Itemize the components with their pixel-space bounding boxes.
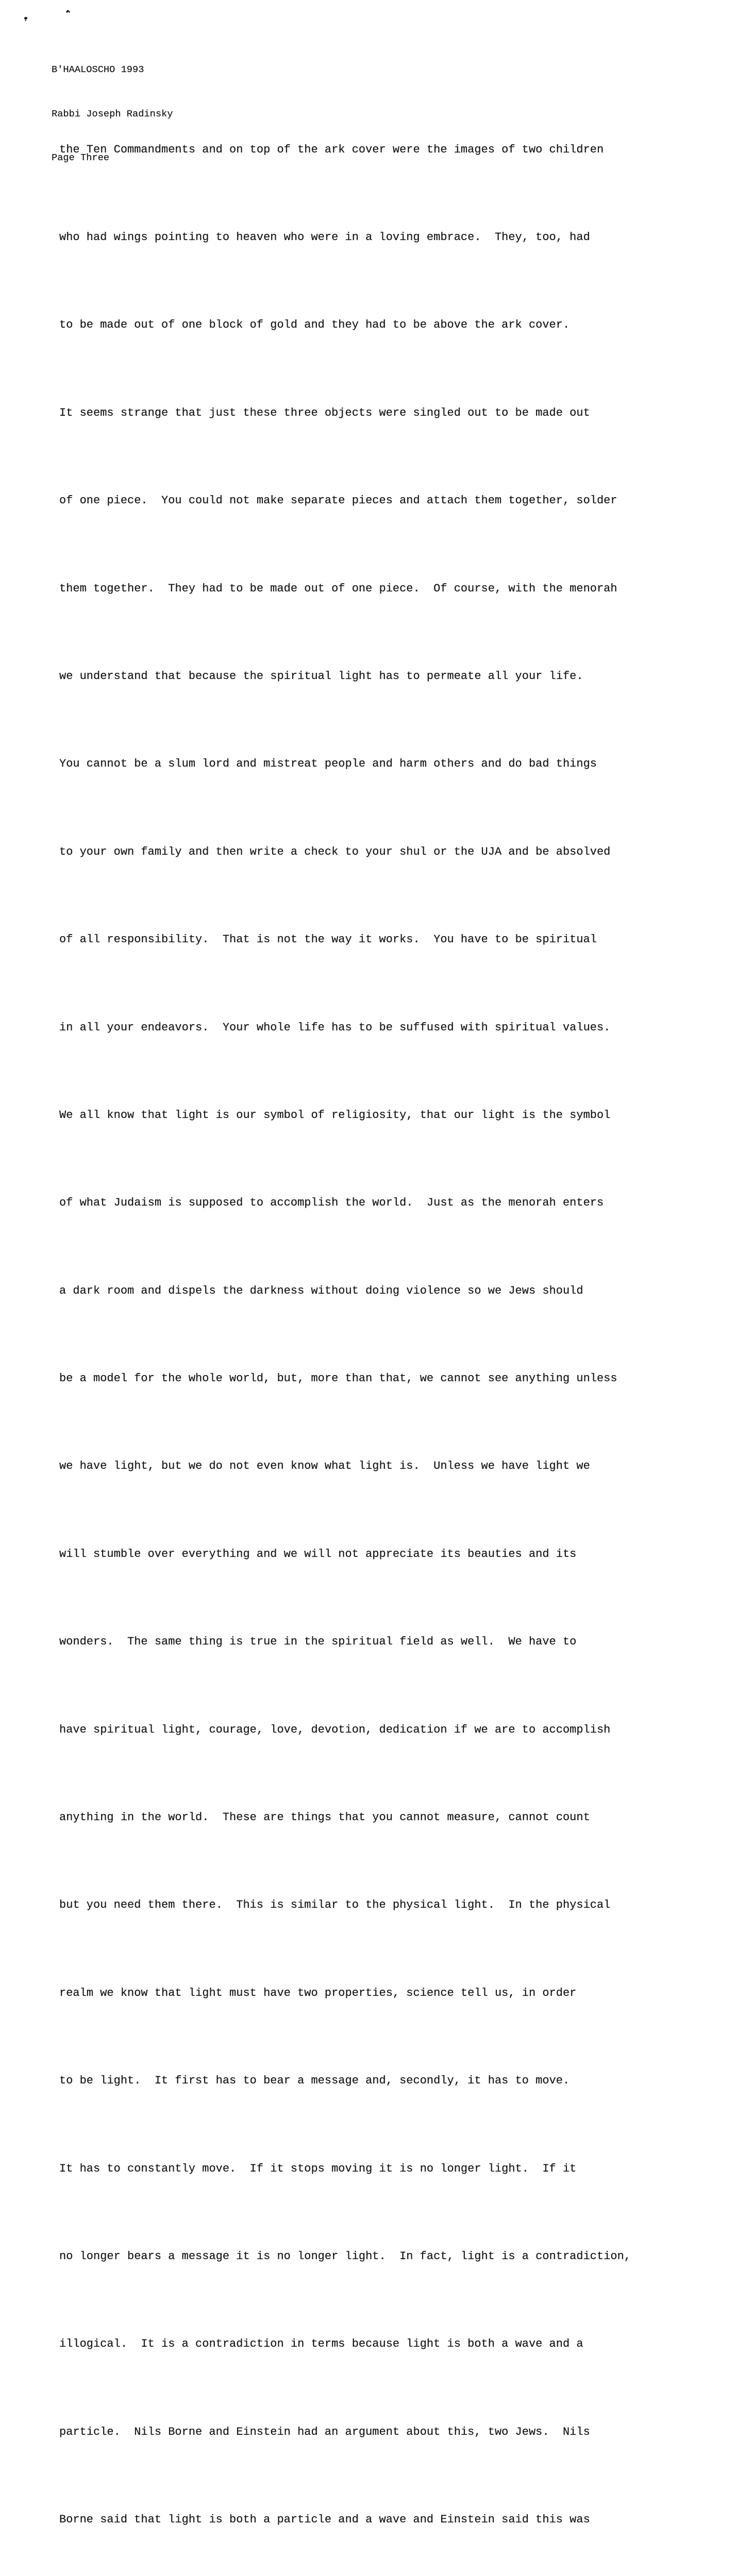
body-line: we have light, but we do not even know what light is. Unless we have light we <box>59 1460 590 1473</box>
body-line: in all your endeavors. Your whole life has to be suffused with spiritual values. <box>59 1021 611 1034</box>
body-line: We all know that light is our symbol of religiosity, that our light is the symbol <box>59 1108 611 1122</box>
body-line: the Ten Commandments and on top of the ark cover were the images of two children <box>59 143 604 156</box>
body-line: illogical. It is a contradiction in terms because light is both a wave and a <box>59 2337 583 2351</box>
body-line: have spiritual light, courage, love, devotion, dedication if we are to accomplish <box>59 1723 611 1736</box>
body-line: to your own family and then write a check to your shul or the UJA and be absolved <box>59 845 611 858</box>
body-line: to be light. It first has to bear a message and, secondly, it has to move. <box>59 2074 570 2088</box>
body-line: You cannot be a slum lord and mistreat people and harm others and do bad things <box>59 757 597 771</box>
body-line: wonders. The same thing is true in the spiritual field as well. We have to <box>59 1635 577 1649</box>
body-line: It has to constantly move. If it stops moving it is no longer light. If it <box>59 2162 577 2175</box>
body-line: of what Judaism is supposed to accomplish the world. Just as the menorah enters <box>59 1196 604 1210</box>
scan-artifact <box>24 16 27 20</box>
document-title: B'HAALOSCHO 1993 <box>52 64 144 75</box>
body-line: be a model for the whole world, but, more than that, we cannot see anything unless <box>59 1372 617 1385</box>
body-line: we understand that because the spiritual light has to permeate all your life. <box>59 669 583 683</box>
body-line: anything in the world. These are things that you cannot measure, cannot count <box>59 1811 590 1824</box>
body-line: particle. Nils Borne and Einstein had an argument about this, two Jews. Nils <box>59 2425 590 2438</box>
body-line: them together. They had to be made out of one piece. Of course, with the menorah <box>59 582 617 595</box>
body-line: realm we know that light must have two properties, science tell us, in order <box>59 1986 577 1999</box>
body-line: of all responsibility. That is not the way it works. You have to be spiritual <box>59 933 597 946</box>
body-line: but you need them there. This is similar to the physical light. In the physical <box>59 1899 611 1912</box>
page-number-label: Page Three <box>52 152 110 163</box>
body-line: to be made out of one block of gold and they had to be above the ark cover. <box>59 318 570 332</box>
body-line: who had wings pointing to heaven who were in a loving embrace. They, too, had <box>59 230 590 244</box>
body-line: of one piece. You could not make separate pieces and attach them together, solder <box>59 494 617 507</box>
document-author: Rabbi Joseph Radinsky <box>52 108 173 120</box>
body-line: will stumble over everything and we will not appreciate its beauties and its <box>59 1547 577 1561</box>
body-line: It seems strange that just these three objects were singled out to be made out <box>59 406 590 419</box>
body-line: Borne said that light is both a particle and a wave and Einstein said this was <box>59 2513 590 2527</box>
body-line: no longer bears a message it is no longer light. In fact, light is a contradiction, <box>59 2249 631 2263</box>
body-line: a dark room and dispels the darkness without doing violence so we Jews should <box>59 1284 583 1297</box>
scan-artifact <box>65 10 69 13</box>
document-body <box>59 77 631 2576</box>
